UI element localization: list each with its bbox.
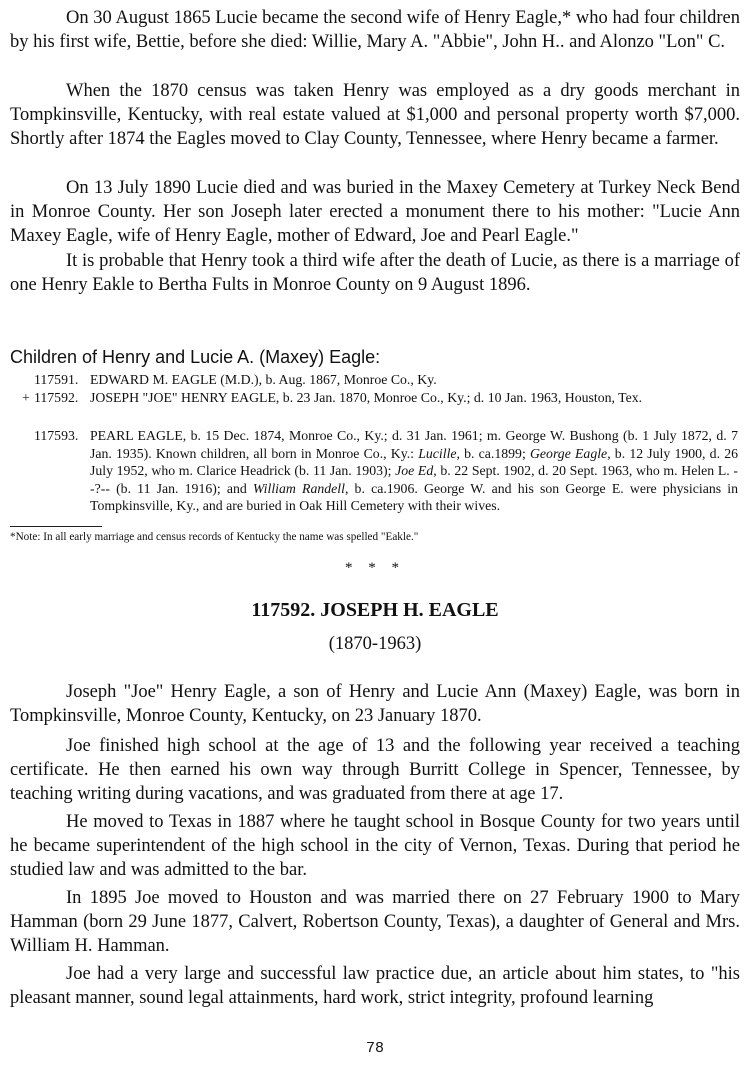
- paragraph-texas: He moved to Texas in 1887 where he taught school in Bosque County for two years until he became superintendent of the high school in the city of Vernon, Texas. During that period he studied law and was admitted to the bar.: [10, 812, 740, 880]
- child-text-part: PEARL EAGLE, b. 15 Dec. 1874, Monroe Co., Ky.; d. 31 Jan. 1961; m. George W. Bushong (b. 1 July 1872, d. 7 Jan. 1935). Known children, all born in Monroe Co., Ky.:: [90, 428, 738, 461]
- children-heading: Children of Henry and Lucie A. (Maxey) Eagle:: [10, 347, 381, 367]
- paragraph-death: On 13 July 1890 Lucie died and was buried in the Maxey Cemetery at Turkey Neck Bend in Monroe County. Her son Joseph later erected a monument there to his mother: "Lucie Ann Maxey Eagle, wife of Henry Eagle, mother of Edward, Joe and Pearl Eagle.": [10, 178, 740, 246]
- grandchild-name: Joe Ed: [395, 463, 434, 478]
- footnote-divider: [10, 526, 102, 527]
- child-number: 117592.: [34, 390, 79, 405]
- page-number: 78: [365, 1040, 384, 1057]
- child-text-part: , b. ca.1906. George W. and his son George E. were physicians in Tompkinsville, Ky., and are buried in Oak Hill Cemetery with their wives.: [90, 480, 738, 513]
- child-text-part: , b. ca.1899;: [456, 445, 530, 461]
- paragraph-birth: Joseph "Joe" Henry Eagle, a son of Henry and Lucie Ann (Maxey) Eagle, was born in Tompkinsville, Monroe County, Kentucky, on 23 January 1870.: [10, 682, 740, 726]
- child-text: EDWARD M. EAGLE (M.D.), b. Aug. 1867, Monroe Co., Ky.: [90, 372, 437, 387]
- section-dates: (1870-1963): [328, 634, 422, 654]
- child-number: 117593.: [34, 428, 79, 443]
- child-text: JOSEPH "JOE" HENRY EAGLE, b. 23 Jan. 1870, Monroe Co., Ky.; d. 10 Jan. 1963, Houston, Tex.: [90, 390, 643, 405]
- child-marker: +: [22, 390, 30, 405]
- grandchild-name: George Eagle: [529, 445, 608, 461]
- paragraph-education: Joe finished high school at the age of 13 and the following year received a teaching certificate. He then earned his own way through Burritt College in Spencer, Tennessee, by teaching writing during vacations, and was graduated from there at age 17.: [10, 736, 740, 804]
- child-number: 117591.: [34, 372, 79, 387]
- footnote: *Note: In all early marriage and census records of Kentucky the name was spelled "Eakle.": [10, 531, 419, 543]
- grandchild-name: Lucille: [418, 445, 457, 461]
- paragraph-marriage: On 30 August 1865 Lucie became the second wife of Henry Eagle,* who had four children by his first wife, Bettie, before she died: Willie, Mary A. "Abbie", John H.. and Alonzo "Lon" C.: [10, 8, 740, 52]
- paragraph-census: When the 1870 census was taken Henry was employed as a dry goods merchant in Tompkinsville, Kentucky, with real estate valued at $1,000 and personal property worth $7,000. Shortly after 1874 the Eagles moved to Clay County, Tennessee, where Henry became a farmer.: [10, 81, 740, 149]
- paragraph-law-practice: Joe had a very large and successful law practice due, an article about him states, to "his pleasant manner, sound legal attainments, hard work, strict integrity, profound learning: [10, 964, 740, 1008]
- paragraph-marriage-houston: In 1895 Joe moved to Houston and was married there on 27 February 1900 to Mary Hamman (born 29 June 1877, Calvert, Robertson County, Texas), a daughter of General and Mrs. William H. Hamman.: [10, 888, 740, 956]
- child-text-part: , b. 22 Sept. 1902, d. 20 Sept. 1963, who m. Helen L. --?-- (b. 11 Jan. 1916); and: [90, 463, 739, 496]
- child-text: [90, 427, 738, 515]
- paragraph-third-wife: It is probable that Henry took a third wife after the death of Lucie, as there is a marriage of one Henry Eakle to Bertha Fults in Monroe County on 9 August 1896.: [10, 251, 740, 295]
- child-text-part: , b. 12 July 1900, d. 26 July 1952, who m. Clarice Headrick (b. 11 Jan. 1903);: [90, 445, 738, 478]
- section-title: 117592. JOSEPH H. EAGLE: [251, 599, 499, 621]
- section-separator: * * *: [345, 560, 405, 576]
- grandchild-name: William Randell: [252, 480, 345, 496]
